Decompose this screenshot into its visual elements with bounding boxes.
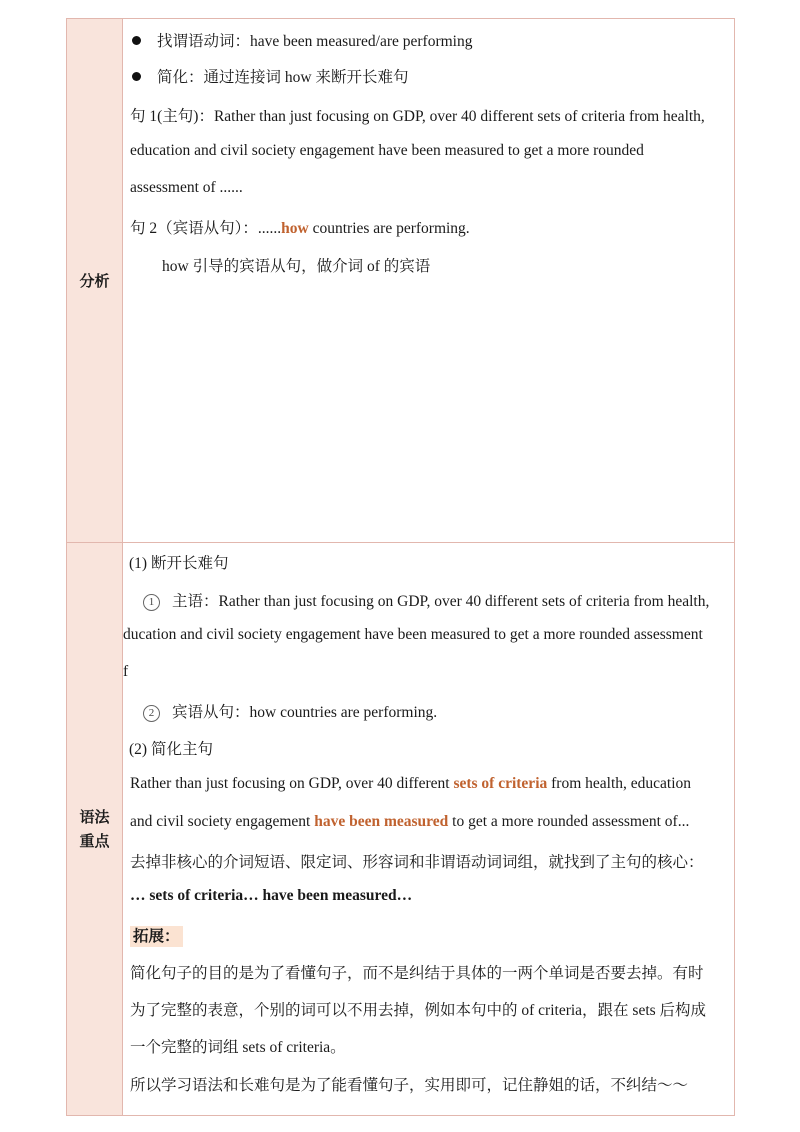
sentence2-line: 句 2（宾语从句）：......how countries are performing. [130,220,470,237]
grammar-label-cell [67,543,123,1115]
bullet-item-simplify: 简化：通过连接词 how 来断开长难句 [132,65,408,87]
bullet-icon [132,72,141,81]
clause-1-line3: f [123,663,129,680]
analysis-label: 分析 [79,271,110,290]
clause-1-line2: ducation and civil society engagement have been measured to get a more rounded assessment [123,626,703,643]
circled-two-icon: 2 [143,705,160,722]
core-sentence: … sets of criteria… have been measured… [130,887,413,904]
sentence1-line3: assessment of ...... [130,179,243,196]
main-clause-line2: and civil society engagement have been measured to get a more rounded assessment of... [130,813,690,830]
sentence1-line1: 句 1(主句)：Rather than just focusing on GDP, over 40 different sets of criteria from health, [130,108,705,125]
core-intro: 去掉非核心的介词短语、限定词、形容词和非谓语动词词组，就找到了主句的核心： [130,854,704,871]
extension-line3: 一个完整的词组 sets of criteria。 [130,1039,346,1056]
circled-one-icon: 1 [143,594,160,611]
heading-simplify: (2) 简化主句 [129,741,213,758]
grammar-row [67,543,734,1115]
analysis-row [67,19,734,543]
clause-2-line1: 2 宾语从句：how countries are performing. [143,700,437,722]
grammar-label: 语法 重点 [79,808,110,850]
clause-1-line1: 1 主语：Rather than just focusing on GDP, over 40 different sets of criteria from health, [143,589,709,611]
main-clause-line1: Rather than just focusing on GDP, over 40 different sets of criteria from health, education [130,775,692,792]
highlight-have-been-measured: have been measured [314,813,449,830]
extension-label-wrap [130,924,183,946]
highlight-sets-of-criteria: sets of criteria [453,775,548,792]
analysis-label-cell [67,19,123,542]
bullet-icon [132,36,141,45]
extension-line1: 简化句子的目的是为了看懂句子，而不是纠结于具体的一两个单词是否要去掉。有时 [130,965,704,982]
extension-line2: 为了完整的表意，个别的词可以不用去掉，例如本句中的 of criteria，跟在 sets 后构成 [130,1002,707,1019]
extension-line4: 所以学习语法和长难句是为了能看懂句子，实用即可，记住静姐的话，不纠结～～ [130,1077,689,1094]
content-table [66,18,735,1116]
heading-split: (1) 断开长难句 [129,555,229,572]
bullet-item-predicate: 找谓语动词：have been measured/are performing [132,29,473,51]
analysis-note: how 引导的宾语从句，做介词 of 的宾语 [162,258,431,275]
highlight-how: how [281,220,309,237]
extension-label: 拓展： [130,926,183,947]
sentence1-line2: education and civil society engagement have been measured to get a more rounded [130,142,644,159]
